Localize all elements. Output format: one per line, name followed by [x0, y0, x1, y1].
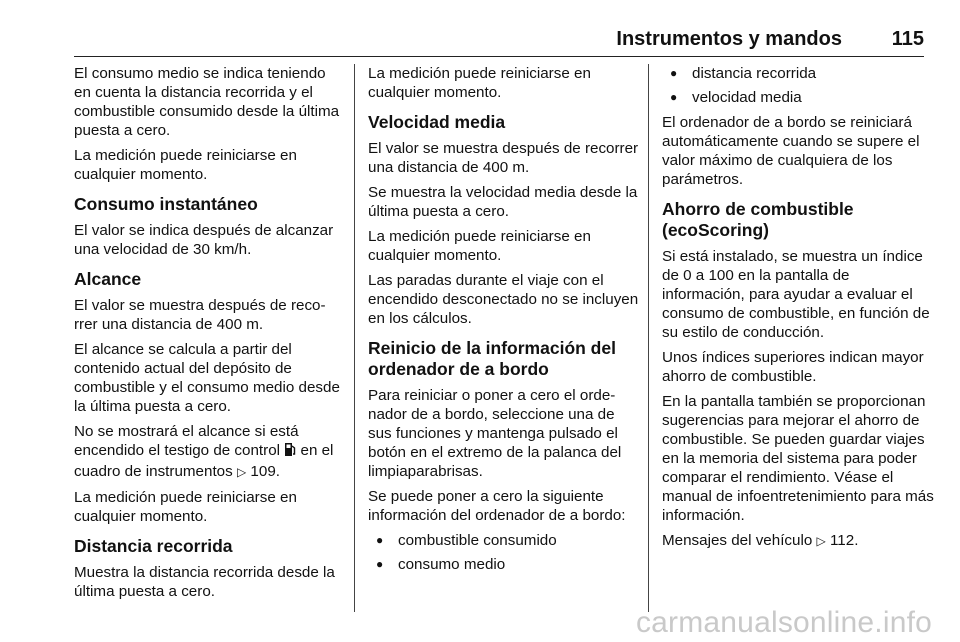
paragraph: El alcance se calcula a partir del contenido actual del depósito de combustible y el consumo medio desde la última puesta a cero. [74, 341, 340, 415]
fuel-pump-icon [284, 442, 296, 462]
paragraph: El valor se indica después de alcanzar una velocidad de 30 km/h. [74, 222, 334, 258]
paragraph: En la pantalla también se proporcionan sugerencias para mejorar el ahorro de combustible. Se pueden guardar viajes en la memoria del sistema para poder comparar el rendimiento. Véase el manual de infoentretenimiento para más información. [662, 393, 934, 524]
page-reference-arrow-icon: ▷ [816, 534, 826, 548]
paragraph: Se muestra la velocidad media desde la última puesta a cero. [368, 184, 638, 220]
paragraph: El ordenador de a bordo se reiniciará automáticamente cuando se supere el valor máximo de cualquiera de los parámetros. [662, 114, 920, 188]
column-divider [648, 64, 649, 612]
paragraph: Se puede poner a cero la siguiente información del ordenador de a bordo: [368, 488, 626, 524]
text: en el cuadro de instrumentos [74, 442, 334, 480]
paragraph: La medición puede reiniciarse en cualquier momento. [74, 489, 297, 525]
page-reference[interactable]: 112. [829, 532, 859, 549]
bullet-list [368, 531, 642, 574]
section-heading-reinicio: Reinicio de la información del ordenador de a bordo [368, 338, 616, 379]
column-2 [368, 64, 642, 580]
list-item: ● velocidad media [662, 88, 936, 107]
page-title: Instrumentos y mandos [616, 28, 842, 50]
section-heading-ahorro-combustible: Ahorro de combustible (ecoScoring) [662, 199, 854, 240]
paragraph-warning-light [74, 422, 344, 482]
column-1 [74, 64, 344, 607]
column-3 [662, 64, 936, 557]
paragraph: Las paradas durante el viaje con el encendido desconectado no se incluyen en los cálculos. [368, 272, 639, 327]
paragraph: La medición puede reiniciarse en cualquier momento. [368, 228, 591, 264]
paragraph-vehicle-messages [662, 531, 936, 551]
paragraph: El valor se muestra después de recorrer una distancia de 400 m. [368, 140, 639, 176]
page-number: 115 [891, 28, 924, 50]
section-heading-consumo-instantaneo: Consumo instantáneo [74, 194, 258, 214]
section-heading-distancia-recorrida: Distancia recorrida [74, 536, 233, 556]
section-heading-alcance: Alcance [74, 269, 142, 289]
paragraph: El valor se muestra después de recorrer una distancia de 400 m. [74, 297, 326, 333]
paragraph: Para reiniciar o poner a cero el ordenador de a bordo, seleccione una de sus funciones y mantenga pulsado el botón en el extremo de la palanca del limpiaparabrisas. [368, 387, 622, 480]
list-item: ● combustible consumido [368, 531, 642, 550]
paragraph: Si está instalado, se muestra un índice de 0 a 100 en la pantalla de información, para ayudar a evaluar el consumo de combustible, en función de su estilo de conducción. [662, 248, 930, 341]
column-divider [354, 64, 355, 612]
page-reference[interactable]: 109. [250, 463, 280, 480]
page-header [74, 28, 924, 57]
list-item: ● consumo medio [368, 555, 642, 574]
list-item: ● distancia recorrida [662, 64, 936, 83]
page-reference-arrow-icon: ▷ [236, 465, 247, 479]
paragraph: Muestra la distancia recorrida desde la última puesta a cero. [74, 564, 335, 600]
paragraph: La medición puede reiniciarse en cualquier momento. [368, 65, 591, 101]
paragraph: El consumo medio se indica teniendo en cuenta la distancia recorrida y el combustible consumido desde la última puesta a cero. [74, 65, 340, 139]
text: Mensajes del vehículo [662, 532, 813, 549]
section-heading-velocidad-media: Velocidad media [368, 112, 506, 132]
watermark: carmanualsonline.info [635, 606, 932, 639]
text: No se mostrará el alcance si está encendido el testigo de control [74, 423, 299, 459]
bullet-list [662, 64, 936, 107]
paragraph: La medición puede reiniciarse en cualquier momento. [74, 147, 297, 183]
paragraph: Unos índices superiores indican mayor ahorro de combustible. [662, 349, 924, 385]
